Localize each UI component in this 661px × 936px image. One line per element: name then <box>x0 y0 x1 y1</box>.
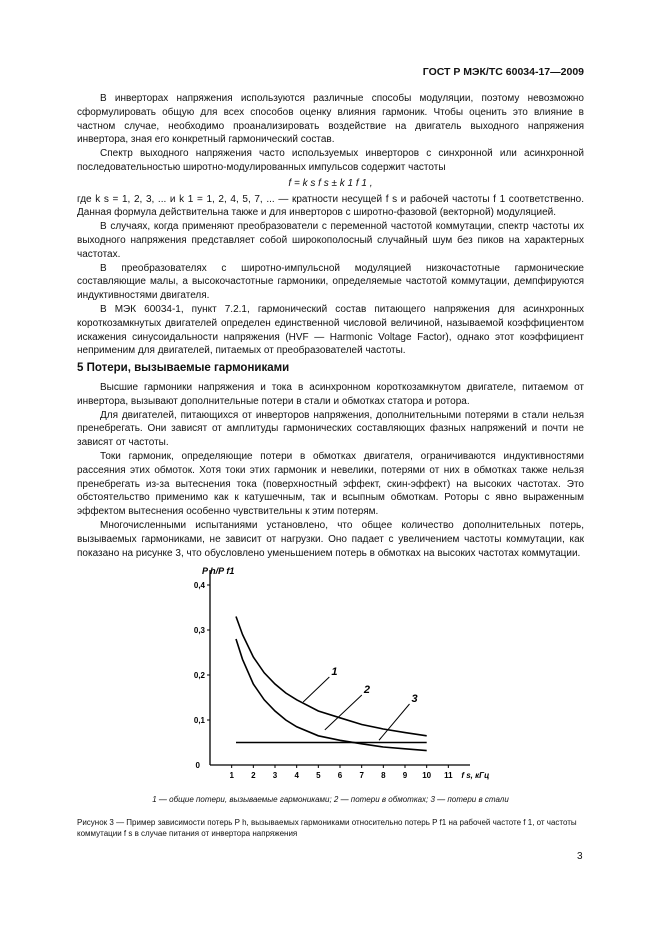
document-header: ГОСТ Р МЭК/ТС 60034-17—2009 <box>422 66 584 78</box>
x-tick-label: 6 <box>337 771 343 780</box>
x-tick-label: 4 <box>294 771 299 780</box>
x-tick-label: 2 <box>251 771 256 780</box>
x-tick-label: 7 <box>359 771 364 780</box>
page-number: 3 <box>577 851 583 862</box>
text-block-intro <box>77 92 584 358</box>
y-tick-label: 0,3 <box>193 626 205 635</box>
loss-chart <box>170 560 530 790</box>
curve-label-2: 2 <box>363 684 370 696</box>
formula: f = k s f s ± k 1 f 1 , <box>288 177 373 189</box>
paragraph: В инверторах напряжения используются различные способы модуляции, поэтому невозможно сформулировать общую для всех способов оценку влияния гармоник. Чтобы оценить это влияние в частном случае, необходимо проанализировать воздействие на двигатель выходного напряжения инвертора, зная его конкретный гармонический состав. <box>77 93 584 146</box>
figure-caption: Рисунок 3 — Пример зависимости потерь P h, вызываемых гармониками относительно потерь P f1 на рабочей частоте f 1, от частоты коммутации f s в случае питания от инвертора напряжения <box>77 818 577 838</box>
paragraph: Спектр выходного напряжения часто используемых инверторов с синхронной или асинхронной последовательностью широтно-модулированных импульсов содержит частоты <box>77 148 584 173</box>
text-block-losses <box>77 381 584 560</box>
x-axis-label: f s, кГц <box>461 771 490 780</box>
paragraph: В преобразователях с широтно-импульсной модуляцией низкочастотные гармонические составляющие малы, а высокочастотные гармоники, определяемые частотой коммутации, демпфируются индуктивностями двигателя. <box>77 262 584 302</box>
curve-leader-2 <box>325 695 362 730</box>
figure-legend: 1 — общие потери, вызываемые гармониками; 2 — потери в обмотках; 3 — потери в стали <box>152 795 509 804</box>
curve-label-1: 1 <box>331 666 338 678</box>
y-tick-label: 0,4 <box>193 581 205 590</box>
formula-note: где k s = 1, 2, 3, ... и k 1 = 1, 2, 4, 5, 7, ... — кратности несущей f s и рабочей частоты f 1 соответственно. Данная формула действительна также и для инверторов с широтно-фазовой (векторной) модуляцией. <box>77 193 584 219</box>
y-tick-label: 0,2 <box>193 671 205 680</box>
y-axis-label: P h/P f1 <box>202 566 235 576</box>
origin-label: 0 <box>195 761 200 770</box>
x-tick-label: 3 <box>272 771 278 780</box>
section-heading: 5 Потери, вызываемые гармониками <box>77 362 290 374</box>
x-tick-label: 8 <box>381 771 386 780</box>
y-tick-label: 0,1 <box>193 716 205 725</box>
paragraph: Многочисленными испытаниями установлено, что общее количество дополнительных потерь, вызываемых гармониками, не зависит от нагрузки. Оно падает с увеличением частоты коммутации, как показано на рисунке 3, что обусловлено уменьшением потерь в обмотках на высоких частотах коммутации. <box>77 519 584 559</box>
x-tick-label: 5 <box>316 771 321 780</box>
paragraph: Для двигателей, питающихся от инверторов напряжения, дополнительными потерями в стали нельзя пренебрегать. Они зависят от амплитуды гармонических составляющих фазных напряжений и почти не зависят от частоты. <box>77 409 584 449</box>
x-tick-label: 11 <box>444 771 453 780</box>
curve-label-3: 3 <box>411 693 418 705</box>
figure-3 <box>170 560 530 790</box>
paragraph: В случаях, когда применяют преобразователи с переменной частотой коммутации, спектр частоты их выходного напряжения представляет собой широкополосный случайный шум без пиков на характерных частотах. <box>77 221 584 260</box>
curve-leader-1 <box>303 677 329 702</box>
paragraph: В МЭК 60034-1, пункт 7.2.1, гармонический состав питающего напряжения для асинхронных короткозамкнутых двигателей определен единственной числовой величиной, называемой коэффициентом искажения синусоидальности напряжения (HVF — Harmonic Voltage Factor), однако этот коэффициент неприменим для двигателей, питаемых от преобразователей частоты. <box>77 303 584 357</box>
x-tick-label: 1 <box>229 771 234 780</box>
curve-2 <box>236 639 427 751</box>
curve-leader-3 <box>379 704 410 740</box>
paragraph: Высшие гармоники напряжения и тока в асинхронном короткозамкнутом двигателе, питаемом от инвертора, вызывают дополнительные потери в стали и обмотках статора и ротора. <box>77 382 584 407</box>
x-tick-label: 10 <box>422 771 432 780</box>
x-tick-label: 9 <box>402 771 408 780</box>
paragraph: Токи гармоник, определяющие потери в обмотках двигателя, ограничиваются индуктивностями рассеяния этих обмоток. Хотя токи этих гармоник и невелики, потерями от них в обмотках также нельзя пренебрегать из-за вытеснения тока (поверхностный эффект, скин-эффект) на высоких частотах. Это обстоятельство применимо как к катушечным, так и всыпным обмоткам. Роторы с явно выраженным эффектом вытеснения особенно чувствительны к этим потерям. <box>77 450 584 518</box>
